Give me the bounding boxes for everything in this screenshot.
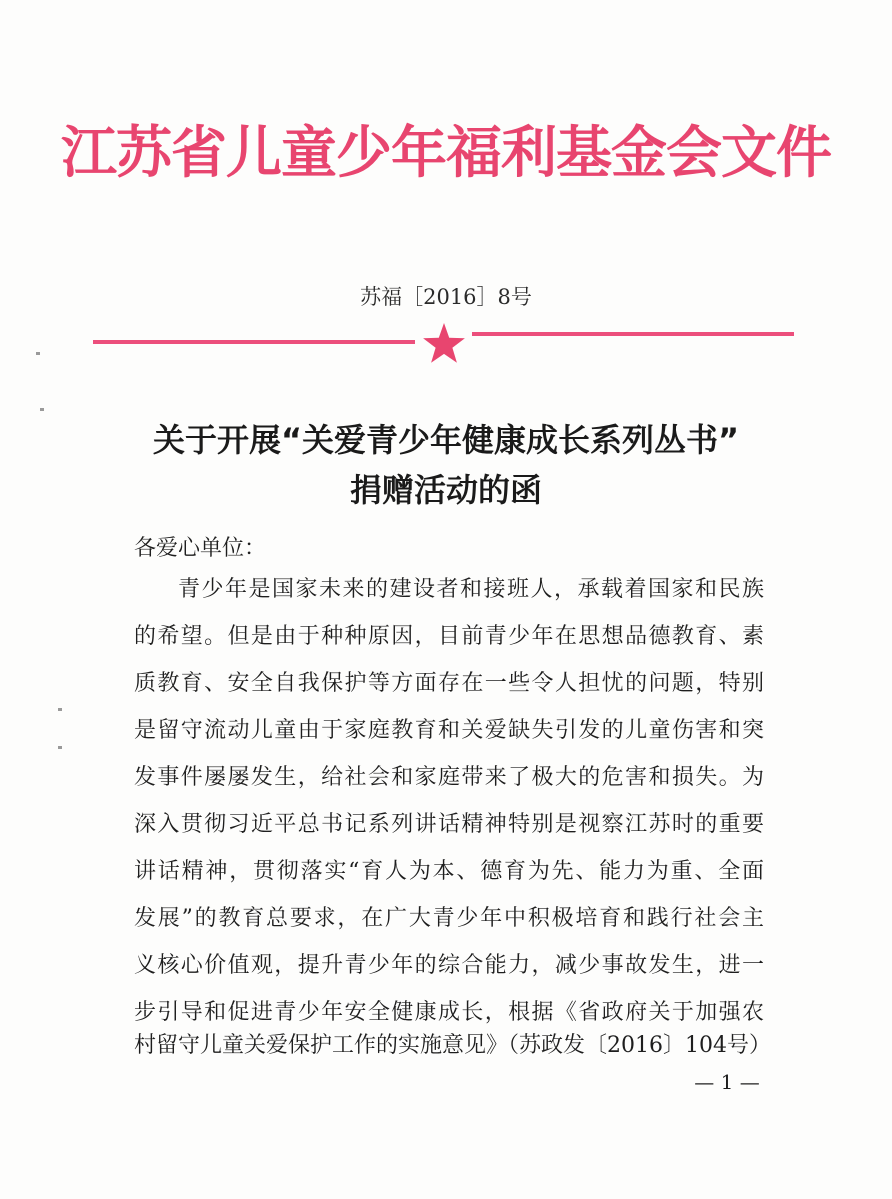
letter-title-line: 捐赠活动的函	[349, 471, 542, 509]
body-paragraph-line: 村留守儿童关爱保护工作的实施意见》（苏政发〔2016〕104号）	[134, 1033, 771, 1058]
header-rule-left	[93, 340, 415, 344]
body-paragraph-line: 的希望。但是由于种种原因，目前青少年在思想品德教育、素	[134, 624, 764, 649]
scan-margin-mark	[58, 746, 62, 749]
body-paragraph-line: 义核心价值观，提升青少年的综合能力，减少事故发生，进一	[134, 953, 764, 978]
document-number: 苏福［2016］8号	[360, 285, 532, 309]
body-paragraph-line: 发事件屡屡发生，给社会和家庭带来了极大的危害和损失。为	[134, 765, 764, 790]
body-paragraph-line: 深入贯彻习近平总书记系列讲话精神特别是视察江苏时的重要	[134, 812, 764, 837]
scan-margin-mark	[36, 352, 40, 355]
org-header-title: 江苏省儿童少年福利基金会文件	[61, 120, 831, 186]
header-rule-right	[472, 332, 794, 336]
body-paragraph-line: 发展”的教育总要求，在广大青少年中积极培育和践行社会主	[134, 906, 764, 931]
body-paragraph-line: 步引导和促进青少年安全健康成长，根据《省政府关于加强农	[134, 1000, 764, 1025]
body-paragraph-line: 讲话精神，贯彻落实“育人为本、德育为先、能力为重、全面	[134, 859, 764, 884]
body-paragraph-line: 是留守流动儿童由于家庭教育和关爱缺失引发的儿童伤害和突	[134, 718, 764, 743]
red-star-icon	[422, 321, 466, 365]
scan-margin-mark	[58, 708, 62, 711]
scan-margin-mark	[40, 408, 44, 411]
body-paragraph-line: 青少年是国家未来的建设者和接班人，承载着国家和民族	[178, 577, 764, 602]
body-paragraph-line: 质教育、安全自我保护等方面存在一些令人担忧的问题，特别	[134, 671, 764, 696]
salutation: 各爱心单位：	[134, 536, 267, 561]
page-number: — 1 —	[694, 1070, 760, 1094]
letter-title-line: 关于开展“关爱青少年健康成长系列丛书”	[152, 421, 740, 459]
